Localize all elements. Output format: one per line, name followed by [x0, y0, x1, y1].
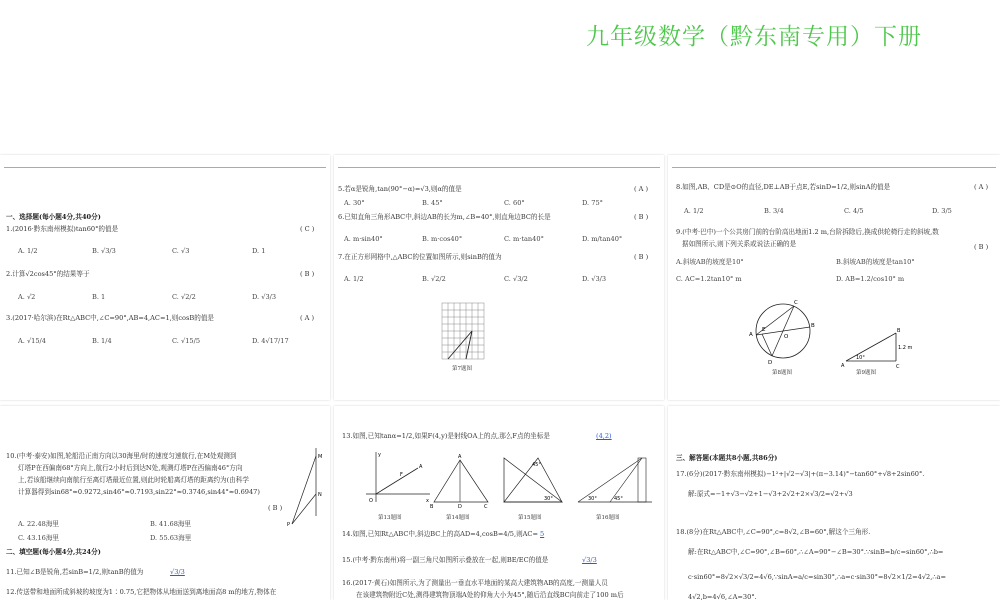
question-6: 6.已知直角三角形ABC中,斜边AB的长为m,∠B=40°,则直角边BC的长是	[338, 213, 551, 221]
svg-text:O: O	[369, 498, 373, 504]
svg-text:P: P	[287, 522, 291, 528]
slide-panel-3[interactable]	[668, 155, 1000, 400]
slide-panel-1[interactable]	[0, 155, 330, 400]
divider	[338, 167, 660, 168]
option-b: B. 1/4	[92, 337, 112, 345]
option-a: A. 1/2	[344, 275, 364, 283]
triangle-figure-14	[430, 450, 492, 510]
question-16-cont: 在该建筑物附近C处,测得建筑物顶端A处的仰角大小为45°,随后沿直线BC向前走了100 m后	[356, 591, 624, 599]
svg-text:A: A	[458, 454, 462, 460]
option-a: A. m·sin40°	[344, 235, 383, 243]
option-c: C. 43.16海里	[18, 534, 60, 542]
option-b: B.斜坡AB的坡度是tan10°	[836, 258, 915, 266]
option-d: D. √3/3	[582, 275, 607, 283]
figure-caption: 第8题图	[772, 370, 792, 376]
height-label: 1.2 m	[898, 345, 913, 351]
fill-answer-13: (4,2)	[596, 432, 612, 440]
option-c: C. 60°	[504, 199, 525, 207]
slide-panel-2[interactable]	[334, 155, 664, 400]
svg-text:x: x	[426, 498, 429, 504]
option-a: A. √15/4	[18, 337, 46, 345]
svg-text:C: C	[794, 300, 798, 306]
solution-18-line-3: 4√2,b=4√6,∠A=30°.	[688, 593, 757, 600]
option-c: C. √3	[172, 247, 190, 255]
angle-label: 10°	[856, 355, 865, 361]
question-10-line-3: 上,若该船继续向南航行至离灯塔最近位置,则此时轮船离灯塔的距离约为(由科学	[18, 476, 249, 484]
svg-text:45°: 45°	[532, 462, 541, 468]
svg-text:y: y	[378, 452, 381, 458]
option-a: A. 22.48海里	[18, 520, 60, 528]
option-d: D. √3/3	[252, 293, 277, 301]
slide-panel-6[interactable]	[668, 406, 1000, 600]
svg-text:E: E	[762, 327, 766, 333]
svg-text:30°: 30°	[544, 496, 553, 502]
option-c: C. √3/2	[504, 275, 528, 283]
svg-text:B: B	[430, 504, 434, 510]
option-d: D. AB=1.2/cos10° m	[836, 275, 905, 283]
svg-text:N: N	[318, 492, 322, 498]
solution-17: 解:原式=−1+√3−√2+1−√3+2√2+2×√3/2=√2+√3	[688, 490, 853, 498]
question-7: 7.在正方形网格中,△ABC的位置如图所示,则sinB的值为	[338, 253, 502, 261]
option-d: D. 55.63海里	[150, 534, 192, 542]
svg-text:30°: 30°	[588, 496, 597, 502]
option-d: D. 4√17/17	[252, 337, 289, 345]
solution-18-line-1: 解:在Rt△ABC中,∠C=90°,∠B=60°,∴∠A=90°−∠B=30°.∵sinB=b/c=sin60°,∴b=	[688, 548, 944, 556]
svg-text:D: D	[768, 360, 773, 366]
question-2: 2.计算√2cos45°的结果等于	[6, 270, 90, 278]
figure-caption: 第14题图	[446, 515, 470, 521]
set-squares-figure-15	[498, 450, 568, 510]
answer-5: ( A )	[634, 185, 649, 193]
fill-answer-15: √3/3	[582, 556, 597, 564]
option-b: B. 1	[92, 293, 106, 301]
option-d: D. 1	[252, 247, 266, 255]
svg-text:B: B	[811, 323, 815, 329]
option-c: C. m·tan40°	[504, 235, 544, 243]
svg-text:A: A	[841, 363, 845, 369]
question-10-line-2: 灯塔P在西偏南68°方向上,航行2小时后到达N处,观测灯塔P在西偏南46°方向	[18, 464, 243, 472]
question-18: 18.(8分)在Rt△ABC中,∠C=90°,c=8√2,∠B=60°,解这个三角形.	[676, 528, 871, 536]
question-1: 1.(2016·黔东南州模拟)tan60°的值是	[6, 225, 119, 233]
answer-10: ( B )	[268, 504, 283, 512]
option-d: D. m/tan40°	[582, 235, 623, 243]
slide-panel-4[interactable]	[0, 406, 330, 600]
option-a: A. √2	[18, 293, 36, 301]
answer-9: ( B )	[974, 243, 989, 251]
option-a: A. 1/2	[18, 247, 38, 255]
question-16: 16.(2017·黄石)如图所示,为了测量出一垂直水平地面的某高大建筑物AB的高度,一测量人员	[342, 579, 608, 587]
solution-18-line-2: c·sin60°=8√2×√3/2=4√6,∵sinA=a/c=sin30°,∴a=c·sin30°=8√2×1/2=4√2,∴a=	[688, 573, 946, 581]
option-b: B. m·cos40°	[422, 235, 463, 243]
option-d: D. 75°	[582, 199, 603, 207]
fill-answer-14: 5	[540, 530, 545, 538]
svg-text:A: A	[749, 332, 753, 338]
figure-caption: 第15题图	[518, 515, 542, 521]
answer-7: ( B )	[634, 253, 649, 261]
question-9-cont: 据如图所示,则下列关系或说法正确的是	[682, 240, 797, 248]
svg-text:F: F	[400, 472, 403, 478]
option-c: C. √2/2	[172, 293, 196, 301]
fill-answer-11: √3/3	[170, 568, 185, 576]
section-heading: 二、填空题(每小题4分,共24分)	[6, 548, 101, 556]
svg-text:D: D	[458, 504, 462, 510]
figure-caption: 第13题图	[378, 515, 402, 521]
divider	[4, 167, 326, 168]
option-b: B. √2/2	[422, 275, 446, 283]
option-a: A. 1/2	[684, 207, 704, 215]
answer-3: ( A )	[300, 314, 315, 322]
option-b: B. √3/3	[92, 247, 116, 255]
slope-figure-9	[840, 323, 930, 369]
figure-caption: 第9题图	[856, 370, 876, 376]
circle-figure-8	[748, 293, 818, 369]
building-figure-16	[574, 450, 656, 510]
svg-text:O: O	[784, 334, 789, 340]
option-d: D. 3/5	[932, 207, 952, 215]
question-10: 10.(中考·泰安)如图,轮船沿正南方向以30海里/时的速度匀速航行,在M处观测到	[6, 452, 237, 460]
question-14: 14.如图,已知Rt△ABC中,斜边BC上的高AD=4,cosB=4/5,则AC=	[342, 530, 539, 538]
option-b: B. 41.68海里	[150, 520, 192, 528]
option-c: C. 4/5	[844, 207, 864, 215]
divider	[672, 167, 996, 168]
grid-figure-7	[440, 301, 488, 371]
svg-text:A: A	[419, 464, 423, 470]
answer-6: ( B )	[634, 213, 649, 221]
question-17: 17.(6分)(2017·黔东南州模拟)−1²+|√2−√3|+(π−3.14)°−tan60°+√8+2sin60°.	[676, 470, 925, 478]
option-a: A.斜坡AB的坡度是10°	[676, 258, 744, 266]
figure-caption: 第16题图	[596, 515, 620, 521]
question-9: 9.(中考·巴中)一个公共房门前的台阶高出地面1.2 m,台阶拆除后,换成供轮椅行走的斜坡,数	[676, 228, 939, 236]
question-11: 11.已知∠B是锐角,若sinB=1/2,则tanB的值为	[6, 568, 144, 576]
svg-text:C: C	[896, 364, 900, 369]
page-title: 九年级数学（黔东南专用）下册	[586, 24, 922, 50]
ship-figure-10	[286, 446, 326, 528]
question-5: 5.若α是锐角,tan(90°−α)=√3,则α的值是	[338, 185, 462, 193]
coordinate-figure-13	[364, 450, 434, 510]
section-heading: 一、选择题(每小题4分,共40分)	[6, 213, 101, 221]
svg-text:B: B	[897, 328, 901, 334]
svg-text:C: C	[484, 504, 488, 510]
question-3: 3.(2017·哈尔滨)在Rt△ABC中,∠C=90°,AB=4,AC=1,则cosB的值是	[6, 314, 215, 322]
question-10-line-4: 计算器得到sin68°≈0.9272,sin46°≈0.7193,sin22°≈0.3746,sin44°≈0.6947)	[18, 488, 260, 496]
figure-caption: 第7题图	[452, 366, 472, 372]
answer-8: ( A )	[974, 183, 989, 191]
answer-2: ( B )	[300, 270, 315, 278]
svg-text:45°: 45°	[614, 496, 623, 502]
option-b: B. 45°	[422, 199, 443, 207]
option-c: C. AC=1.2tan10° m	[676, 275, 742, 283]
svg-text:M: M	[318, 454, 323, 460]
section-heading: 三、解答题(本题共8小题,共86分)	[676, 454, 778, 462]
option-b: B. 3/4	[764, 207, 784, 215]
slide-panel-5[interactable]	[334, 406, 664, 600]
question-13: 13.如图,已知tanα=1/2,如果F(4,y)是射线OA上的点,那么F点的坐标是	[342, 432, 550, 440]
option-a: A. 30°	[344, 199, 365, 207]
question-12: 12.传送带和地面所成斜坡的坡度为1∶0.75,它把物体从地面送到离地面高8 m的地方,物体在	[6, 588, 277, 596]
answer-1: ( C )	[300, 225, 315, 233]
option-c: C. √15/5	[172, 337, 201, 345]
question-8: 8.如图,AB、CD是⊙O的直径,DE⊥AB于点E,若sinD=1/2,则sinA的值是	[676, 183, 891, 191]
question-15: 15.(中考·黔东南州)将一副三角尺如图所示叠放在一起,则BE/EC的值是	[342, 556, 549, 564]
